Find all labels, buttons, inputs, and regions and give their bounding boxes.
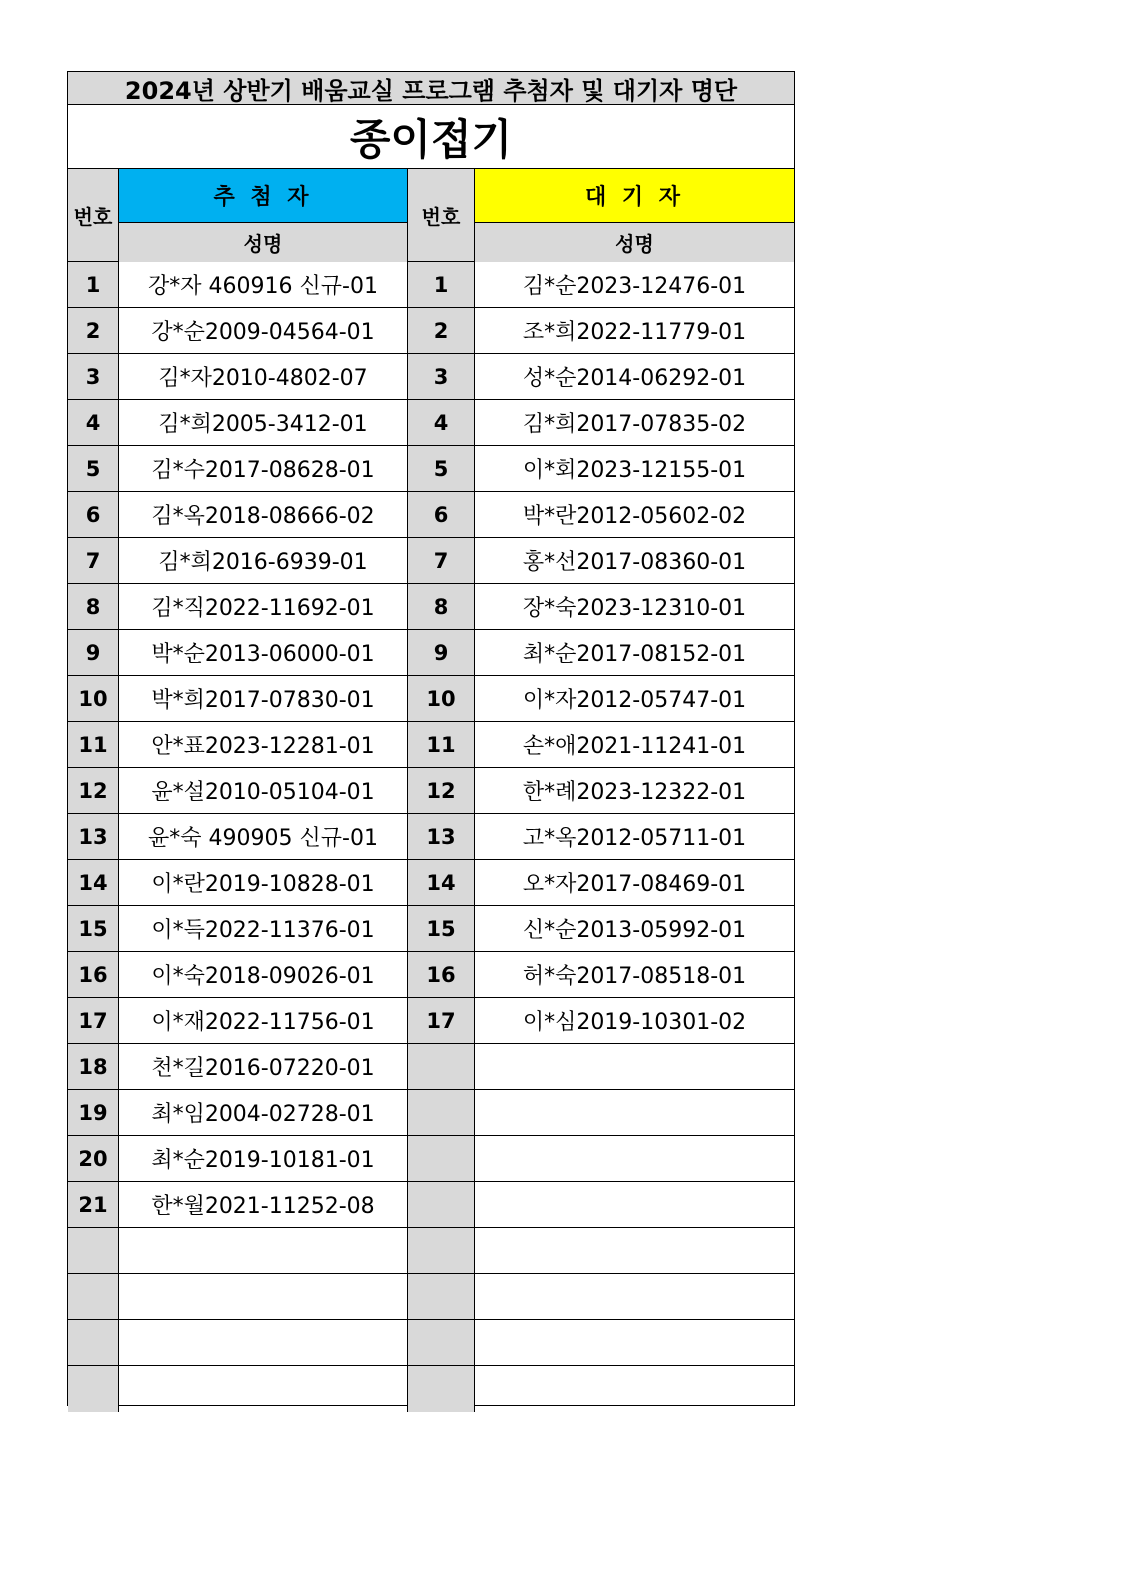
table-row [68, 1044, 794, 1090]
table-row [68, 354, 794, 400]
table-row [68, 906, 794, 952]
table-row [68, 676, 794, 722]
waitlist-number: 3 [408, 354, 475, 399]
winner-number: 4 [68, 400, 119, 445]
winner-name: 김*자2010-4802-07 [119, 354, 408, 399]
waitlist-number: 6 [408, 492, 475, 537]
table-row [68, 860, 794, 906]
winner-number: 6 [68, 492, 119, 537]
waitlist-number [408, 1320, 475, 1365]
waitlist-number: 13 [408, 814, 475, 859]
table-row [68, 584, 794, 630]
waitlist-number: 8 [408, 584, 475, 629]
table-header [68, 169, 794, 262]
winner-number: 5 [68, 446, 119, 491]
waitlist-number [408, 1274, 475, 1319]
waitlist-name: 조*희2022-11779-01 [522, 320, 747, 345]
winner-number: 8 [68, 584, 119, 629]
waitlist-name: 고*옥2012-05711-01 [522, 826, 747, 851]
winner-name: 한*월2021-11252-08 [119, 1182, 408, 1227]
waitlist-name: 신*순2013-05992-01 [522, 918, 747, 943]
winner-number: 14 [68, 860, 119, 905]
winner-name: 이*숙2018-09026-01 [119, 952, 408, 997]
winners-group-label: 추 첨 자 [119, 169, 407, 223]
winner-name: 최*순2019-10181-01 [119, 1136, 408, 1181]
waitlist-number [408, 1366, 475, 1412]
waitlist-name: 김*희2017-07835-02 [522, 412, 747, 437]
winners-header-group [119, 169, 408, 261]
waitlist-number: 17 [408, 998, 475, 1043]
waitlist-number: 11 [408, 722, 475, 767]
winner-number [68, 1366, 119, 1412]
table-row [68, 262, 794, 308]
winner-name: 최*임2004-02728-01 [119, 1090, 408, 1135]
winner-name: 김*옥2018-08666-02 [119, 492, 408, 537]
winner-number: 15 [68, 906, 119, 951]
table-row [68, 446, 794, 492]
waitlist-number: 16 [408, 952, 475, 997]
winner-number: 13 [68, 814, 119, 859]
waitlist-name [475, 1320, 794, 1365]
waitlist-name [475, 1274, 794, 1319]
winners-num-header: 번호 [68, 169, 119, 261]
table-row [68, 630, 794, 676]
winner-name: 박*희2017-07830-01 [119, 676, 408, 721]
winner-number: 12 [68, 768, 119, 813]
winner-name [119, 1274, 408, 1319]
winner-number: 18 [68, 1044, 119, 1089]
winner-name: 이*재2022-11756-01 [119, 998, 408, 1043]
waitlist-name: 오*자2017-08469-01 [522, 872, 747, 897]
winner-name: 천*길2016-07220-01 [119, 1044, 408, 1089]
waitlist-name: 이*회2023-12155-01 [522, 458, 747, 483]
waitlist-num-header: 번호 [408, 169, 475, 261]
table-row [68, 538, 794, 584]
waitlist-name-header: 성명 [475, 223, 794, 262]
winner-number: 1 [68, 262, 119, 307]
winner-name: 윤*설2010-05104-01 [119, 768, 408, 813]
winner-name: 김*희2016-6939-01 [119, 538, 408, 583]
table-row [68, 1090, 794, 1136]
waitlist-number: 5 [408, 446, 475, 491]
waitlist-group-label: 대 기 자 [475, 169, 794, 223]
table-row [68, 998, 794, 1044]
winner-name [119, 1228, 408, 1273]
waitlist-number [408, 1182, 475, 1227]
waitlist-name [475, 1366, 794, 1412]
winner-number: 19 [68, 1090, 119, 1135]
winner-number: 16 [68, 952, 119, 997]
waitlist-name: 홍*선2017-08360-01 [522, 550, 747, 575]
waitlist-number: 14 [408, 860, 475, 905]
winner-name: 김*직2022-11692-01 [119, 584, 408, 629]
waitlist-name [475, 1044, 794, 1089]
winner-number [68, 1274, 119, 1319]
waitlist-name: 박*란2012-05602-02 [522, 504, 747, 529]
waitlist-name [475, 1228, 794, 1273]
winner-name: 박*순2013-06000-01 [119, 630, 408, 675]
table-row [68, 1182, 794, 1228]
table-row [68, 1228, 794, 1274]
waitlist-number: 12 [408, 768, 475, 813]
winner-name: 김*희2005-3412-01 [119, 400, 408, 445]
winner-name: 강*자 460916 신규-01 [119, 262, 408, 307]
waitlist-name: 김*순2023-12476-01 [522, 274, 747, 299]
table-row [68, 768, 794, 814]
waitlist-number: 4 [408, 400, 475, 445]
course-title: 종이접기 [68, 105, 794, 169]
winner-name: 강*순2009-04564-01 [119, 308, 408, 353]
waitlist-number [408, 1090, 475, 1135]
roster-sheet [67, 71, 795, 1406]
waitlist-number [408, 1228, 475, 1273]
waitlist-name: 장*숙2023-12310-01 [522, 596, 747, 621]
table-row [68, 952, 794, 998]
table-row [68, 1136, 794, 1182]
waitlist-name [475, 1136, 794, 1181]
waitlist-name [475, 1182, 794, 1227]
table-row [68, 1320, 794, 1366]
table-row [68, 400, 794, 446]
table-row [68, 1274, 794, 1320]
winner-number: 21 [68, 1182, 119, 1227]
table-row [68, 492, 794, 538]
waitlist-number [408, 1136, 475, 1181]
winner-name: 윤*숙 490905 신규-01 [119, 814, 408, 859]
waitlist-name: 이*자2012-05747-01 [522, 688, 747, 713]
winner-number: 9 [68, 630, 119, 675]
waitlist-number: 9 [408, 630, 475, 675]
winner-number [68, 1320, 119, 1365]
waitlist-name: 손*애2021-11241-01 [522, 734, 747, 759]
winner-number: 10 [68, 676, 119, 721]
waitlist-number: 1 [408, 262, 475, 307]
table-row [68, 1366, 794, 1412]
winner-number: 20 [68, 1136, 119, 1181]
winner-name [119, 1366, 408, 1412]
winner-name: 이*득2022-11376-01 [119, 906, 408, 951]
waitlist-number: 2 [408, 308, 475, 353]
winner-number: 7 [68, 538, 119, 583]
waitlist-name: 이*심2019-10301-02 [522, 1010, 747, 1035]
waitlist-name: 허*숙2017-08518-01 [522, 964, 747, 989]
winners-name-header: 성명 [119, 223, 407, 262]
table-row [68, 308, 794, 354]
waitlist-number: 10 [408, 676, 475, 721]
waitlist-number: 15 [408, 906, 475, 951]
waitlist-number: 7 [408, 538, 475, 583]
waitlist-header-group [475, 169, 794, 261]
waitlist-number [408, 1044, 475, 1089]
waitlist-name [475, 1090, 794, 1135]
winner-name: 김*수2017-08628-01 [119, 446, 408, 491]
banner-title: 2024년 상반기 배움교실 프로그램 추첨자 및 대기자 명단 [68, 72, 794, 105]
winner-number: 17 [68, 998, 119, 1043]
winner-name: 안*표2023-12281-01 [119, 722, 408, 767]
waitlist-name: 성*순2014-06292-01 [522, 366, 747, 391]
waitlist-name: 한*례2023-12322-01 [522, 780, 747, 805]
winner-number: 2 [68, 308, 119, 353]
table-row [68, 722, 794, 768]
waitlist-name: 최*순2017-08152-01 [522, 642, 747, 667]
winner-name: 이*란2019-10828-01 [119, 860, 408, 905]
winner-number: 3 [68, 354, 119, 399]
winner-number [68, 1228, 119, 1273]
table-row [68, 814, 794, 860]
winner-name [119, 1320, 408, 1365]
winner-number: 11 [68, 722, 119, 767]
